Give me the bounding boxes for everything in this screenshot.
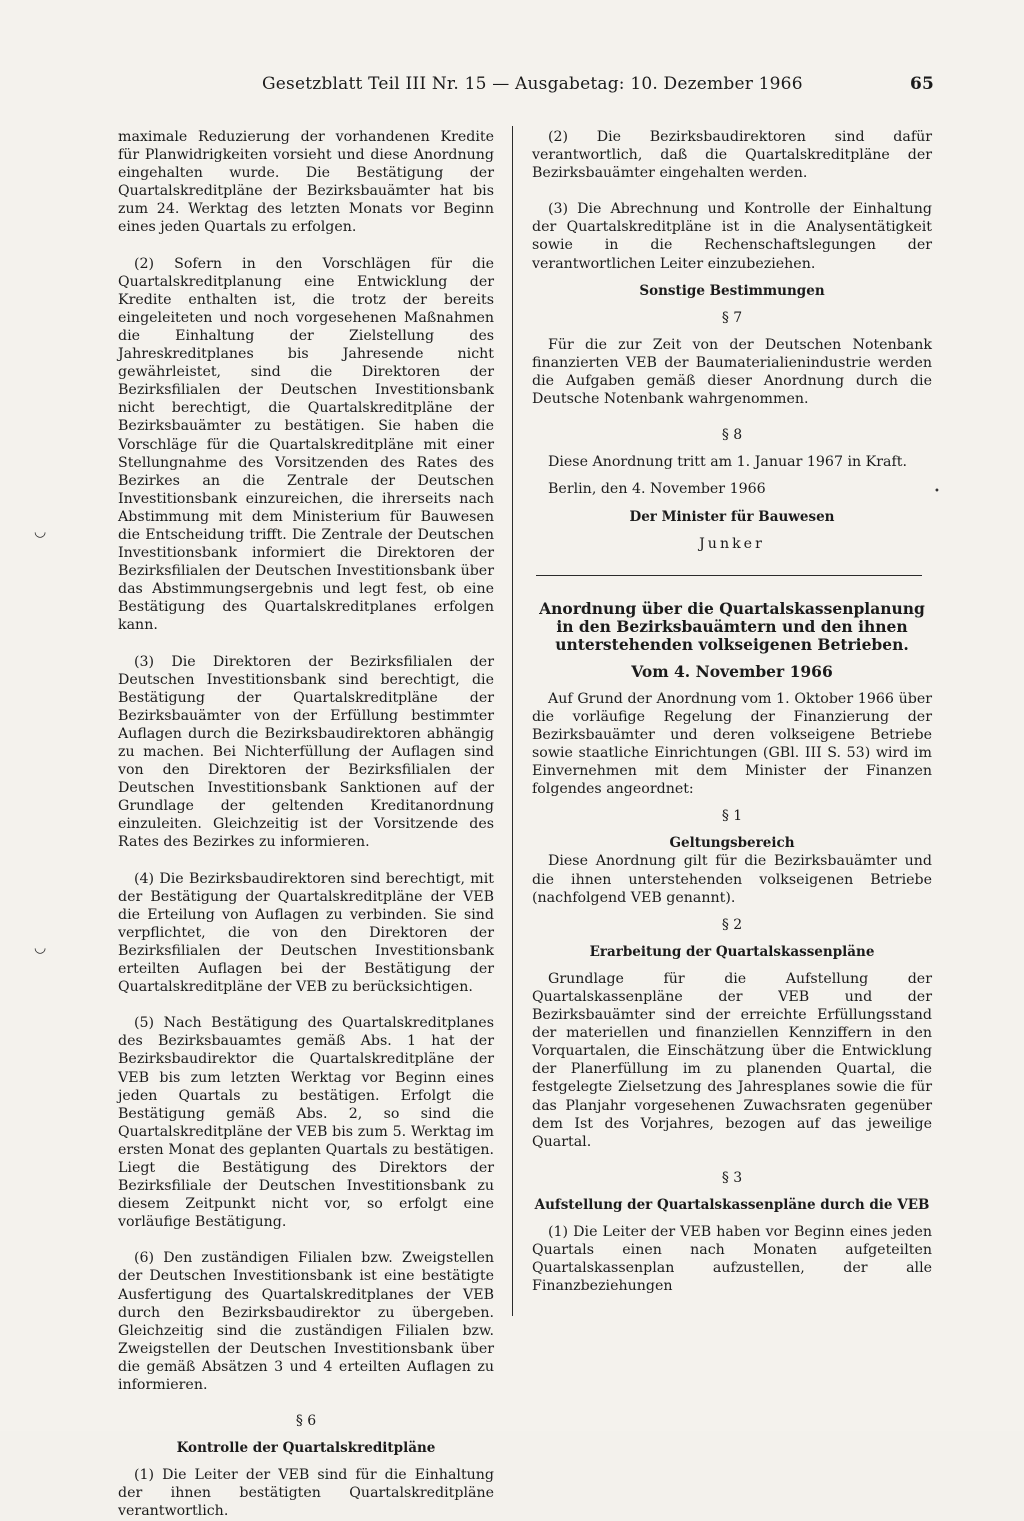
section-1-text: Diese Anordnung gilt für die Bezirksbauämter und die ihnen unterstehenden volkseigenen Betriebe (nachfolgend VEB genannt). (532, 853, 932, 906)
preamble: Auf Grund der Anordnung vom 1. Oktober 1966 über die vorläufige Regelung der Finanzierung der Bezirksbauämter und deren volkseigene Betriebe sowie staatliche Einrichtungen (GBl. III S. 53) wird im Einvernehmen mit dem Minister der Finanzen folgendes angeordnet: (532, 690, 932, 798)
section-3-paragraph-1: (1) Die Leiter der VEB haben vor Beginn eines jeden Quartals einen nach Monaten aufgeteilten Quartalskassenplan aufzustellen, der alle Finanzbeziehungen (532, 1224, 932, 1295)
section-6-paragraph-1: (1) Die Leiter der VEB sind für die Einhaltung der ihnen bestätigten Quartalskreditpläne verantwortlich. (118, 1467, 494, 1520)
section-1-number: § 1 (721, 808, 743, 825)
paragraph-4: (4) Die Bezirksbaudirektoren sind berechtigt, mit der Bestätigung der Quartalskreditpläne der VEB die Erteilung von Auflagen zu verbinden. Sie sind verpflichtet, die von den Direktoren der Bezirksfilialen der Deutschen Investitionsbank erteilten Auflagen bei der Bestätigung der Quartalskreditpläne der VEB zu berücksichtigen. (118, 870, 494, 996)
speck-mark: • (934, 486, 940, 497)
section-3-title: Aufstellung der Quartalskassenpläne durch die VEB (534, 1196, 930, 1213)
section-2-text: Grundlage für die Aufstellung der Quartalskassenpläne der VEB und der Bezirksbauämter sind der erreichte Erfüllungsstand der materiellen und finanziellen Kennziffern in den Vorquartalen, die Einschätzung über die Entwicklung der Planerfüllung im zu planenden Quartal, die festgelegte Zielsetzung des Jahresplanes sowie die für das Planjahr vorgesehenen Zuwachsraten gegenüber dem Ist des Vorjahres, bezogen auf das jeweilige Quartal. (532, 970, 932, 1150)
section-7-number: § 7 (721, 309, 743, 326)
paragraph-6: (6) Den zuständigen Filialen bzw. Zweigstellen der Deutschen Investitionsbank ist eine bestätigte Ausfertigung des Quartalskreditplanes der VEB durch den Bezirksbaudirektor zu übergeben. Gleichzeitig sind die zuständigen Filialen bzw. Zweigstellen der Deutschen Investitionsbank über die gemäß Absätzen 3 und 4 erteilten Auflagen zu informieren. (118, 1250, 494, 1393)
paragraph-continued: maximale Reduzierung der vorhandenen Kredite für Planwidrigkeiten vorsieht und diese Anordnung eingehalten wurde. Die Bestätigung der Quartalskreditpläne der Bezirksbauämter hat bis zum 24. Werktag des letzten Monats vor Beginn eines jeden Quartals zu erfolgen. (118, 129, 494, 236)
section-8-text: Diese Anordnung tritt am 1. Januar 1967 in Kraft. (548, 454, 907, 471)
column-divider (512, 126, 513, 1316)
section-6-title: Kontrolle der Quartalskreditpläne (176, 1440, 436, 1457)
paragraph-5: (5) Nach Bestätigung des Quartalskreditplanes des Bezirksbauamtes gemäß Abs. 1 hat der Bezirksbaudirektor die Quartalskreditpläne der VEB bis zum letzten Werktag vor Beginn eines jeden Quartals zu bestätigen. Erfolgt die Bestätigung gemäß Abs. 2, so sind die Quartalskreditpläne der VEB bis zum 5. Werktag im ersten Monat des geplanten Quartals zu bestätigen. Liegt die Bestätigung des Direktors der Bezirksfiliale der Deutschen Investitionsbank zu diesem Zeitpunkt nicht vor, so erfolgt eine vorläufige Bestätigung. (118, 1015, 494, 1231)
left-column (118, 128, 494, 1521)
minister-line: Der Minister für Bauwesen (629, 508, 835, 525)
section-2-number: § 2 (721, 916, 743, 933)
header-title: Gesetzblatt Teil III Nr. 15 — Ausgabetag: 10. Dezember 1966 (262, 74, 803, 94)
paragraph-2: (2) Sofern in den Vorschlägen für die Quartalskreditplanung eine Entwicklung der Kredite enthalten ist, die trotz der bereits eingeleiteten und noch vorgesehenen Maßnahmen die Einhaltung der Zielstellung des Jahreskreditplanes bis Jahresende nicht gewährleistet, sind die Direktoren der Bezirksfilialen der Deutschen Investitionsbank nicht berechtigt, die Quartalskreditpläne der Bezirksbauämter zu bestätigen. Sie haben die Vorschläge für die Quartalskreditpläne mit einer Stellungnahme des Vorsitzenden des Rates des Bezirkes an die Zentrale der Deutschen Investitionsbank einzureichen, die ihrerseits nach Abstimmung mit dem Ministerium für Bauwesen die Entscheidung trifft. Die Zentrale der Deutschen Investitionsbank informiert die Direktoren der Bezirksfilialen der Deutschen Investitionsbank über das Abstimmungsergebnis und legt fest, ob eine Bestätigung des Quartalskreditplanes erfolgen kann. (118, 255, 494, 634)
section-6-paragraph-3: (3) Die Abrechnung und Kontrolle der Einhaltung der Quartalskreditpläne ist in die Analysentätigkeit sowie in die Rechenschaftslegungen der verantwortlichen Leiter einzubeziehen. (532, 201, 932, 272)
margin-mark: ◡ (34, 524, 47, 540)
signature-name: Junker (699, 535, 765, 552)
section-7-text: Für die zur Zeit von der Deutschen Notenbank finanzierten VEB der Baumaterialienindustrie werden die Aufgaben gemäß dieser Anordnung durch die Deutsche Notenbank wahrgenommen. (532, 336, 932, 408)
margin-mark: ◡ (34, 940, 47, 956)
page-number: 65 (909, 74, 934, 94)
place-date: Berlin, den 4. November 1966 (548, 481, 766, 498)
sonstige-heading: Sonstige Bestimmungen (639, 282, 825, 299)
ordinance-title: Anordnung über die Quartalskassenplanung in den Bezirksbauämtern und den ihnen unterstehenden volkseigenen Betrieben. (539, 598, 925, 654)
section-6-number: § 6 (295, 1413, 317, 1430)
paragraph-3: (3) Die Direktoren der Bezirksfilialen der Deutschen Investitionsbank sind berechtigt, die Bestätigung der Quartalskreditpläne der Bezirksbauämter von der Erfüllung bestimmter Auflagen durch die Bezirksbaudirektoren abhängig zu machen. Bei Nichterfüllung der Auflagen sind von den Direktoren der Bezirksfilialen der Deutschen Investitionsbank Sanktionen auf der Grundlage der geltenden Kreditanordnung einzuleiten. Gleichzeitig ist der Vorsitzende des Rates des Bezirkes zu informieren. (118, 653, 494, 851)
section-3-number: § 3 (721, 1169, 743, 1186)
section-2-title: Erarbeitung der Quartalskassenpläne (589, 943, 875, 960)
section-6-paragraph-2: (2) Die Bezirksbaudirektoren sind dafür verantwortlich, daß die Quartalskreditpläne der Bezirksbauämter eingehalten werden. (532, 129, 932, 182)
right-column (532, 128, 932, 1295)
section-8-number: § 8 (721, 427, 743, 444)
ordinance-date: Vom 4. November 1966 (631, 661, 833, 681)
section-1-title: Geltungsbereich (669, 835, 795, 852)
section-rule (536, 575, 922, 576)
